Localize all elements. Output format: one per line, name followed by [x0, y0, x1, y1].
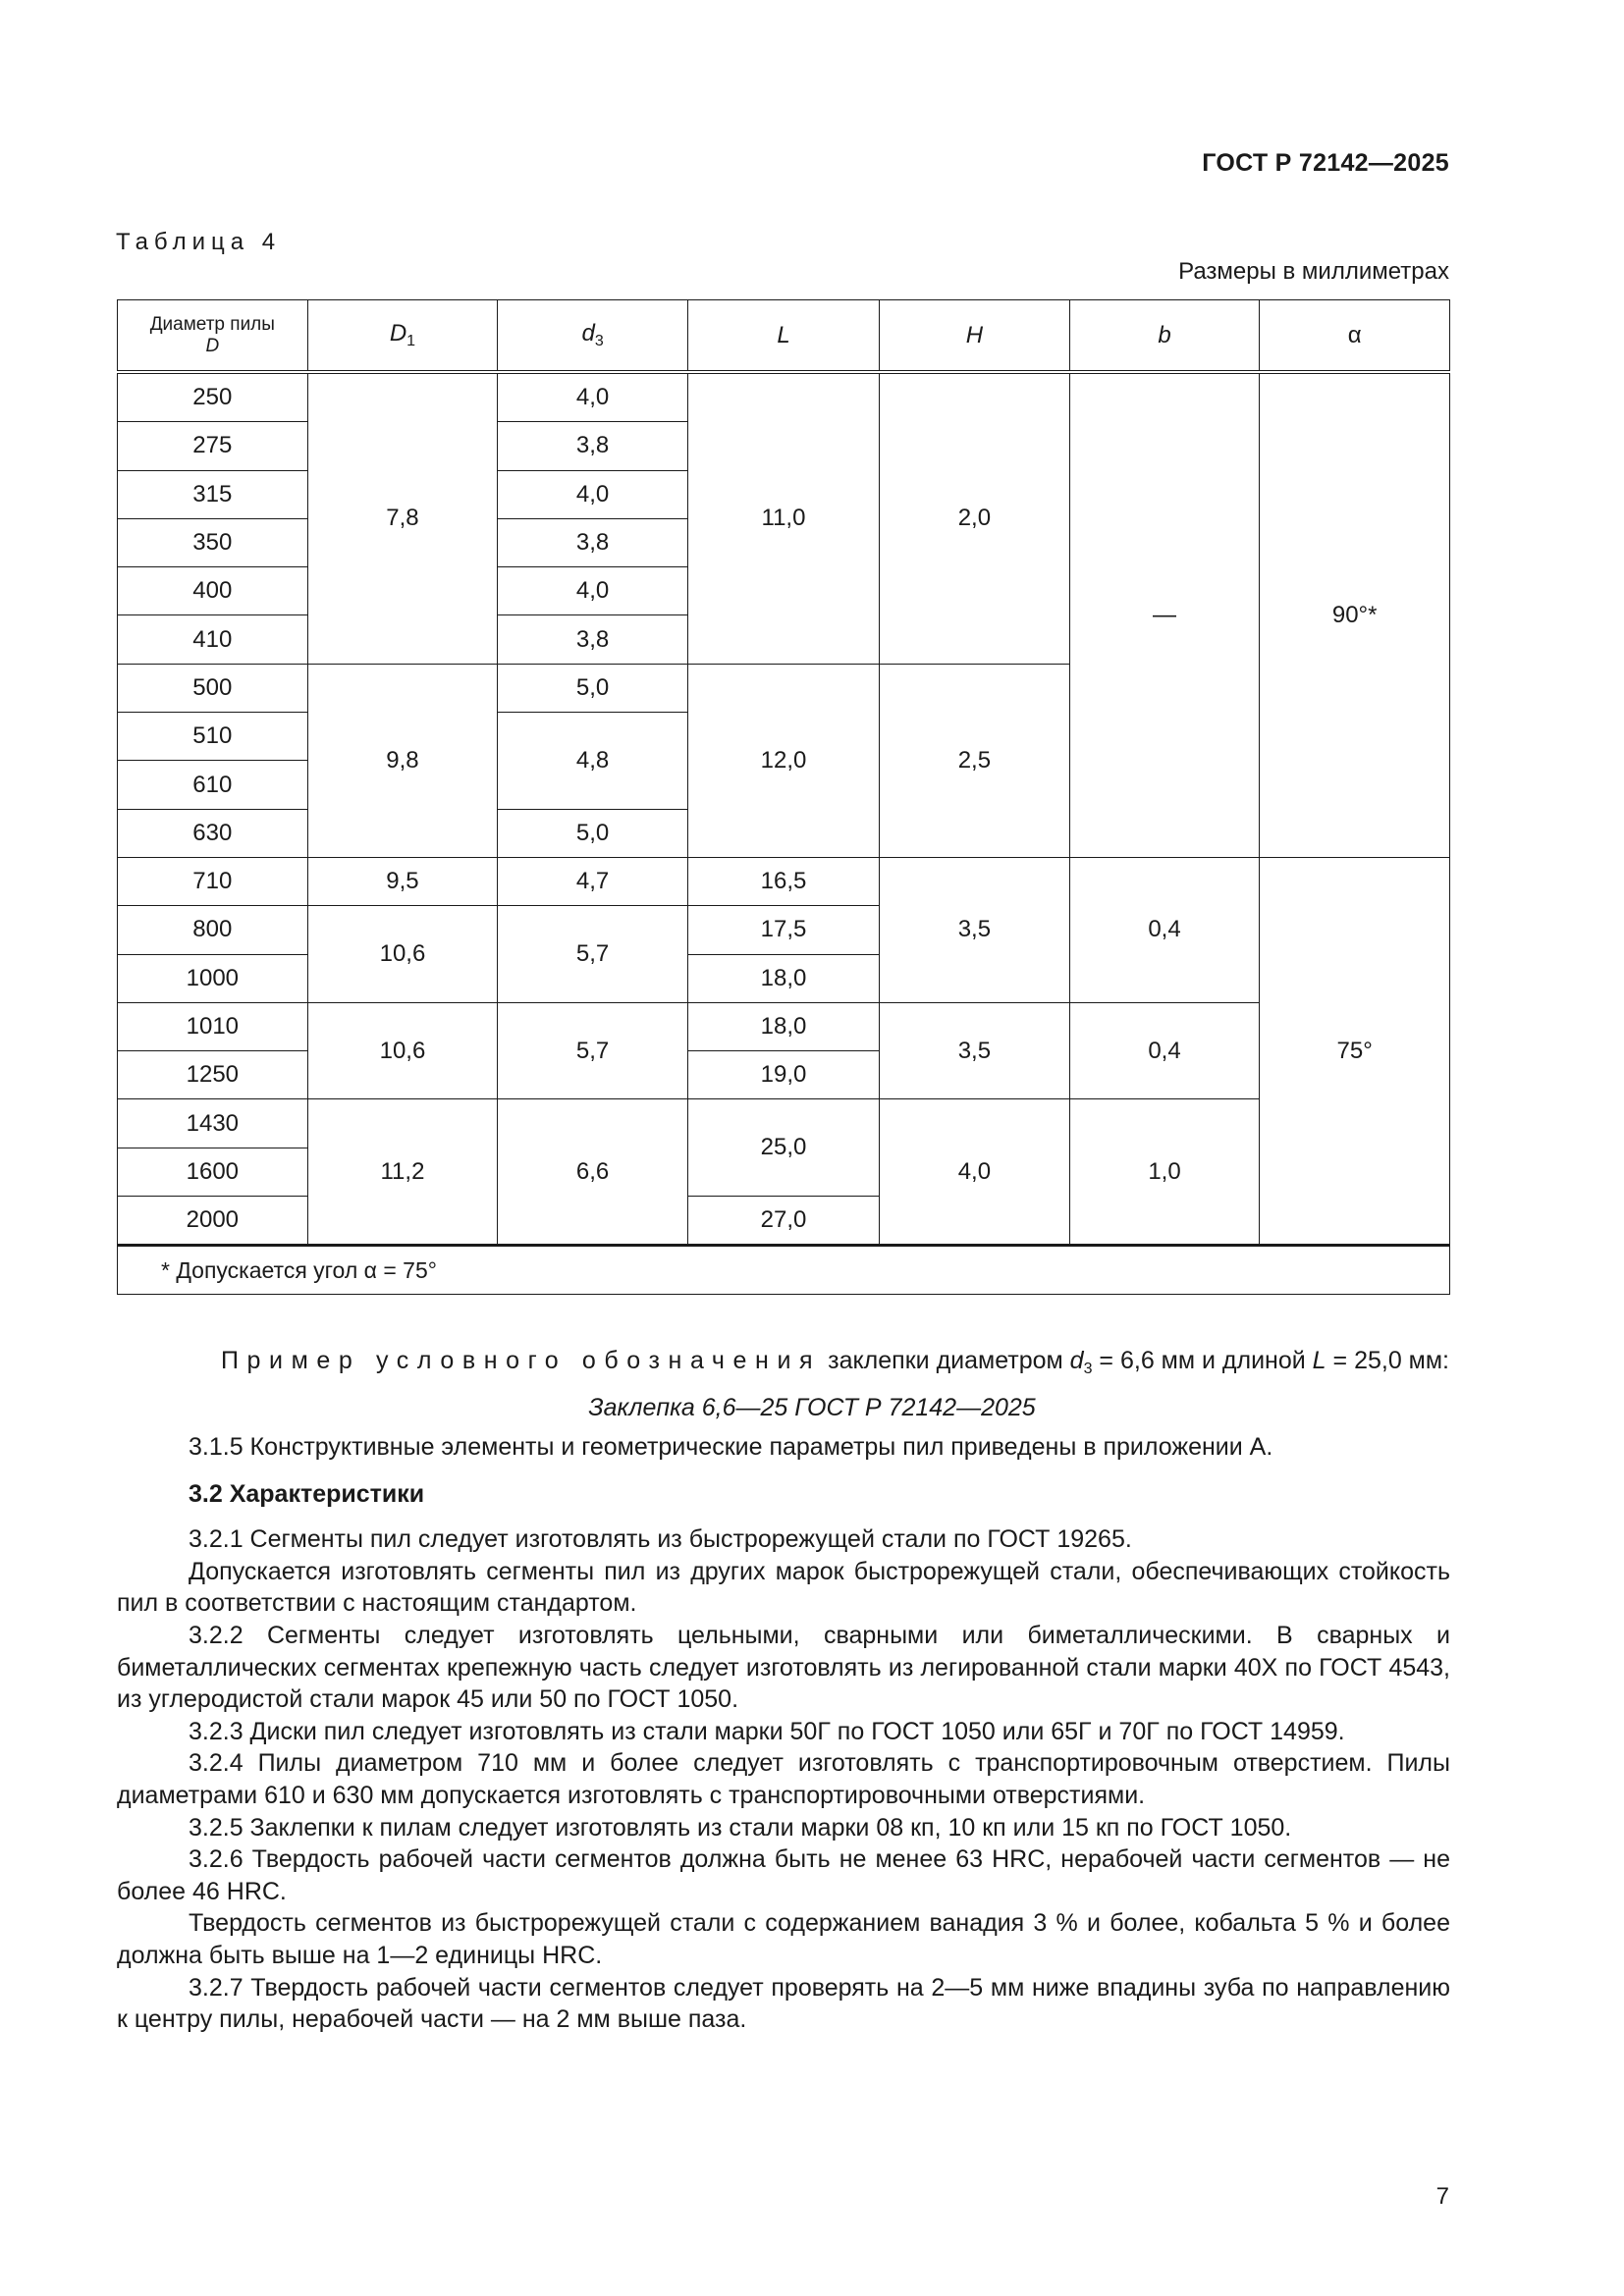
- paragraph-3-2-1-cont: Допускается изготовлять сегменты пил из других марок быстрорежущей стали, обеспечивающих стойкость пил в соответствии с настоящим стандартом.: [117, 1557, 1450, 1618]
- cell-d3: 4,0: [498, 470, 688, 518]
- paragraph-3-2-1: 3.2.1 Сегменты пил следует изготовлять из быстрорежущей стали по ГОСТ 19265.: [189, 1525, 1132, 1554]
- cell-diameter: 800: [118, 906, 308, 954]
- cell-diameter: 510: [118, 713, 308, 761]
- cell-d3: 5,0: [498, 664, 688, 712]
- cell-diameter: 2000: [118, 1197, 308, 1246]
- header-diameter: [118, 300, 308, 373]
- section-title-3-2: 3.2 Характеристики: [189, 1479, 425, 1508]
- table-caption: Таблица 4: [116, 229, 282, 255]
- example-text-2: = 6,6 мм и длиной: [1092, 1347, 1313, 1374]
- cell-diameter: 250: [118, 372, 308, 422]
- designation-example: [221, 1347, 1449, 1378]
- cell-L: 18,0: [687, 1002, 879, 1050]
- example-d-subscript: 3: [1083, 1361, 1093, 1377]
- cell-d1: 7,8: [307, 372, 498, 664]
- cell-b: 1,0: [1069, 1099, 1260, 1246]
- example-d-symbol: d: [1069, 1347, 1084, 1374]
- cell-b: 0,4: [1069, 1002, 1260, 1099]
- cell-diameter: 1250: [118, 1051, 308, 1099]
- cell-d3: 4,7: [498, 857, 688, 905]
- cell-diameter: 400: [118, 567, 308, 615]
- header-b: b: [1069, 300, 1260, 373]
- paragraph-3-2-2: 3.2.2 Сегменты следует изготовлять цельными, сварными или биметаллическими. В сварных и биметаллических сегментах крепежную часть следует изготовлять из легированной стали марки 40Х по ГОСТ 4543, из углеродистой стали марок 45 или 50 по ГОСТ 1050.: [117, 1621, 1450, 1714]
- body-text: [117, 1431, 1450, 2036]
- header-d1-subscript: 1: [406, 333, 416, 349]
- table-units: Размеры в миллиметрах: [1178, 258, 1449, 285]
- paragraph-3-2-5: 3.2.5 Заклепки к пилам следует изготовлять из стали марки 08 кп, 10 кп или 15 кп по ГОСТ 1050.: [189, 1813, 1292, 1842]
- cell-L: 27,0: [687, 1197, 879, 1246]
- page-number: 7: [1435, 2183, 1449, 2210]
- paragraph-3-2-6-cont: Твердость сегментов из быстрорежущей стали с содержанием ванадия 3 % и более, кобальта 5 % и более должна быть выше на 1—2 единицы HRC.: [117, 1909, 1450, 1969]
- table-header-row: [118, 300, 1450, 373]
- cell-L: 25,0: [687, 1099, 879, 1197]
- paragraph-3-1-5: 3.1.5 Конструктивные элементы и геометрические параметры пил приведены в приложении А.: [189, 1433, 1273, 1461]
- dimensions-table: [117, 299, 1450, 1295]
- cell-L: 11,0: [687, 372, 879, 664]
- table-row: [118, 372, 1450, 422]
- table-row: [118, 1099, 1450, 1148]
- cell-diameter: 1430: [118, 1099, 308, 1148]
- cell-L: 19,0: [687, 1051, 879, 1099]
- cell-d3: 5,7: [498, 1002, 688, 1099]
- cell-diameter: 500: [118, 664, 308, 712]
- cell-diameter: 315: [118, 470, 308, 518]
- cell-H: 2,0: [880, 372, 1070, 664]
- cell-d3: 5,0: [498, 809, 688, 857]
- cell-d1: 9,5: [307, 857, 498, 905]
- cell-diameter: 1000: [118, 954, 308, 1002]
- cell-alpha: 75°: [1260, 857, 1450, 1245]
- cell-L: 16,5: [687, 857, 879, 905]
- cell-d1: 10,6: [307, 1002, 498, 1099]
- header-d3-symbol: d: [581, 320, 595, 347]
- cell-H: 2,5: [880, 664, 1070, 857]
- cell-d1: 9,8: [307, 664, 498, 857]
- cell-d3: 5,7: [498, 906, 688, 1003]
- table-row: [118, 857, 1450, 905]
- paragraph-3-2-7: 3.2.7 Твердость рабочей части сегментов следует проверять на 2—5 мм ниже впадины зуба по направлению к центру пилы, нерабочей части — на 2 мм выше паза.: [117, 1973, 1450, 2034]
- header-diameter-symbol: D: [205, 335, 220, 356]
- paragraph-3-2-3: 3.2.3 Диски пил следует изготовлять из стали марки 50Г по ГОСТ 1050 или 65Г и 70Г по ГОСТ 14959.: [189, 1717, 1345, 1745]
- cell-diameter: 1600: [118, 1148, 308, 1196]
- cell-diameter: 350: [118, 518, 308, 566]
- cell-H: 4,0: [880, 1099, 1070, 1246]
- table-footnote-row: [118, 1246, 1450, 1295]
- cell-d3: 4,0: [498, 567, 688, 615]
- cell-L: 12,0: [687, 664, 879, 857]
- cell-b: 0,4: [1069, 857, 1260, 1002]
- example-lead: Пример условного обозначения: [220, 1347, 822, 1374]
- header-alpha: α: [1260, 300, 1450, 373]
- document-code: ГОСТ Р 72142—2025: [1202, 149, 1449, 177]
- cell-d1: 10,6: [307, 906, 498, 1003]
- cell-diameter: 1010: [118, 1002, 308, 1050]
- header-L: L: [687, 300, 879, 373]
- cell-d3: 3,8: [498, 518, 688, 566]
- cell-H: 3,5: [880, 857, 1070, 1002]
- cell-diameter: 630: [118, 809, 308, 857]
- cell-L: 17,5: [687, 906, 879, 954]
- header-diameter-label: Диаметр пилы: [149, 313, 275, 335]
- cell-diameter: 610: [118, 761, 308, 809]
- cell-diameter: 410: [118, 615, 308, 664]
- cell-b: —: [1069, 372, 1260, 857]
- table-footnote: * Допускается угол α = 75°: [118, 1246, 1450, 1295]
- table-row: [118, 1002, 1450, 1050]
- header-d1-symbol: D: [389, 320, 407, 347]
- cell-d3: 6,6: [498, 1099, 688, 1246]
- header-d3: [498, 300, 688, 373]
- cell-L: 18,0: [687, 954, 879, 1002]
- paragraph-3-2-4: 3.2.4 Пилы диаметром 710 мм и более следует изготовлять с транспортировочным отверстием. Пилы диаметрами 610 и 630 мм допускается изготовлять с транспортировочными отверстиями.: [117, 1749, 1450, 1809]
- cell-diameter: 275: [118, 422, 308, 470]
- example-text-3: = 25,0 мм:: [1326, 1347, 1449, 1374]
- header-d1: [307, 300, 498, 373]
- example-l-symbol: L: [1312, 1347, 1326, 1374]
- cell-alpha: 90°*: [1260, 372, 1450, 857]
- example-designation: Заклепка 6,6—25 ГОСТ Р 72142—2025: [588, 1394, 1036, 1421]
- cell-d1: 11,2: [307, 1099, 498, 1246]
- cell-d3: 3,8: [498, 615, 688, 664]
- cell-d3: 3,8: [498, 422, 688, 470]
- cell-d3: 4,0: [498, 372, 688, 422]
- cell-diameter: 710: [118, 857, 308, 905]
- paragraph-3-2-6: 3.2.6 Твердость рабочей части сегментов должна быть не менее 63 HRC, нерабочей части сегментов — не более 46 HRC.: [117, 1845, 1450, 1905]
- header-d3-subscript: 3: [594, 333, 604, 349]
- example-text-1: заклепки диаметром: [821, 1347, 1070, 1374]
- cell-H: 3,5: [880, 1002, 1070, 1099]
- cell-d3: 4,8: [498, 713, 688, 810]
- header-H: H: [880, 300, 1070, 373]
